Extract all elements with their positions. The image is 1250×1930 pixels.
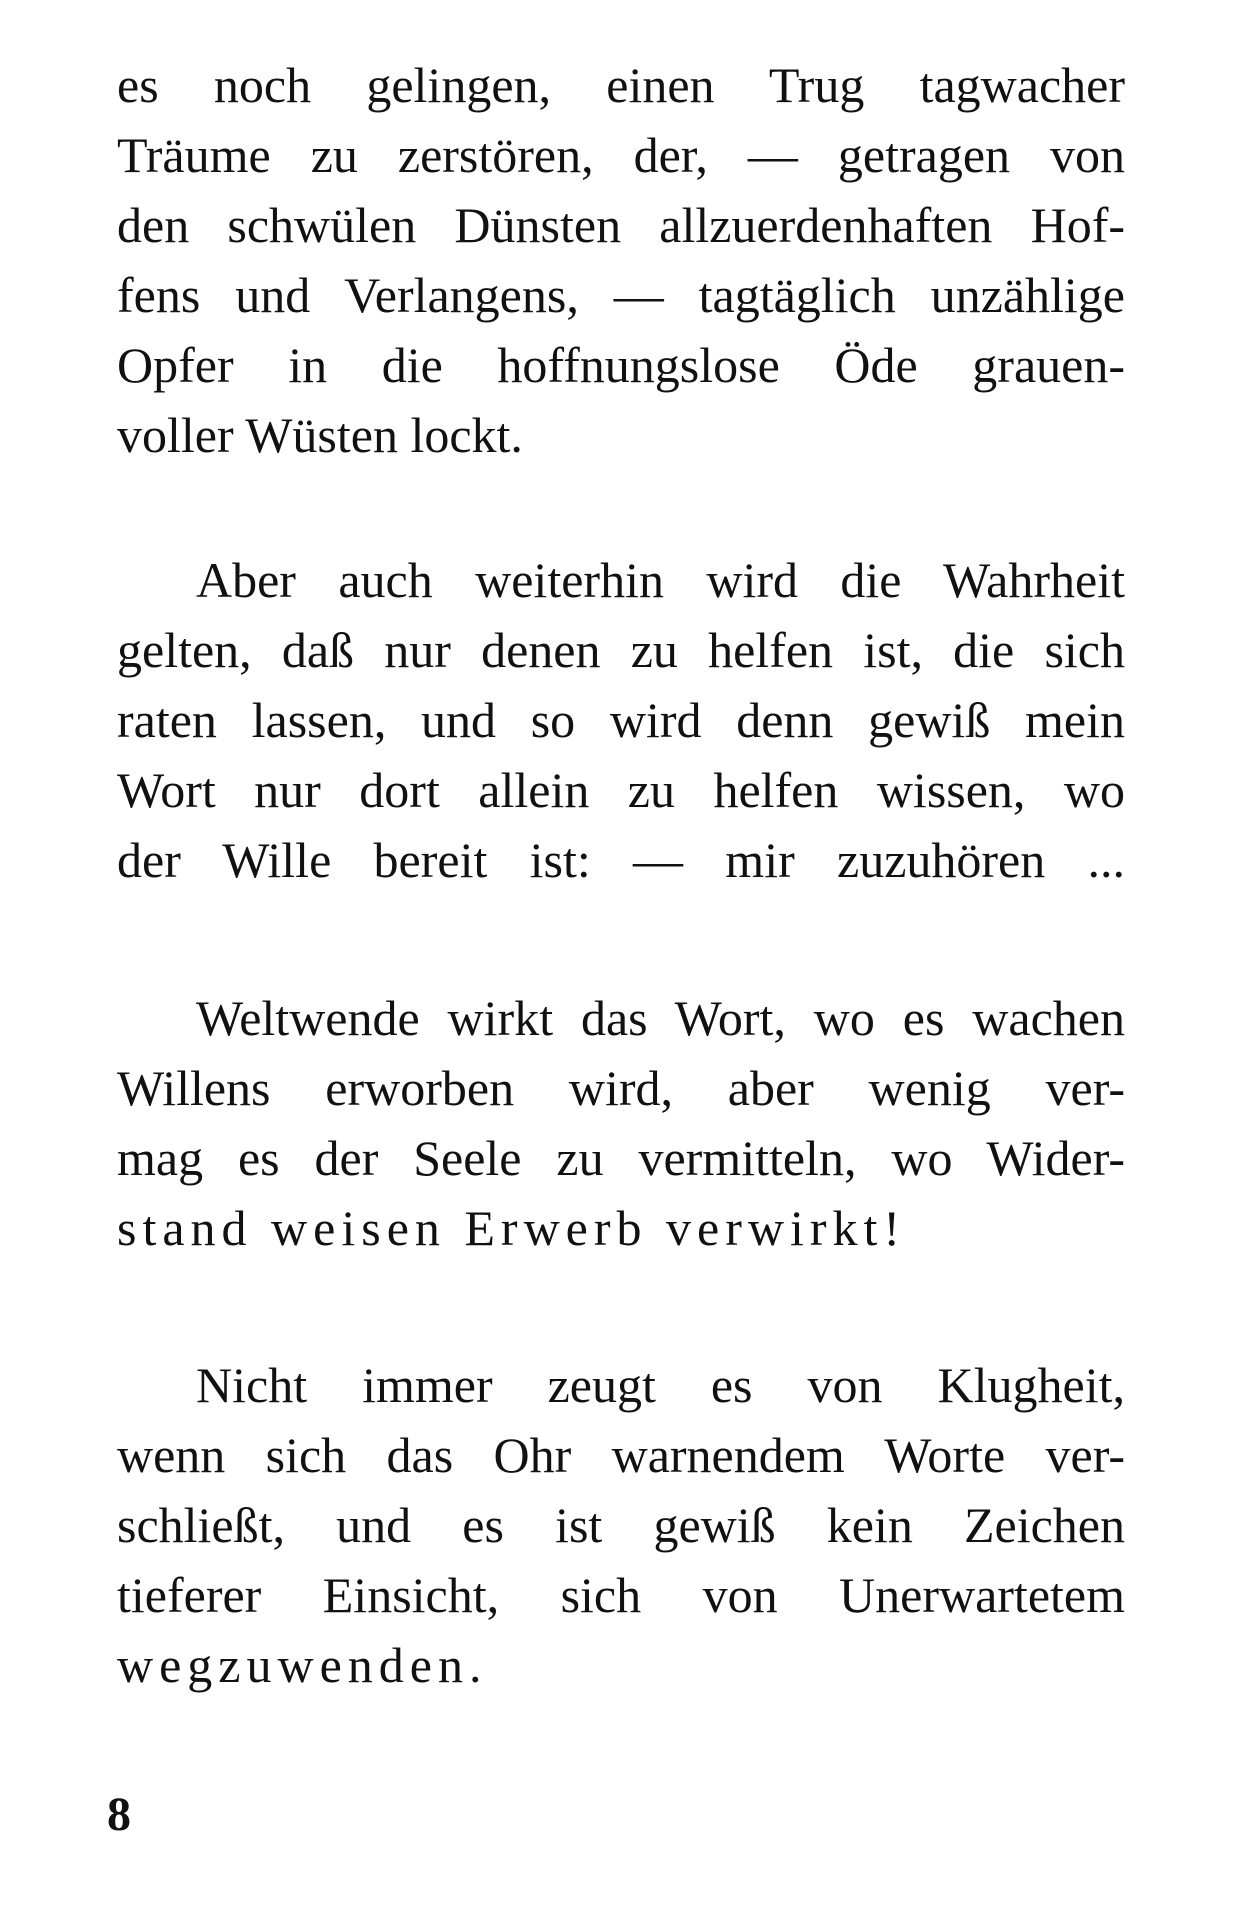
text-line: Aber auch weiterhin wird die Wahrheit bbox=[196, 552, 1125, 608]
text-line: mag es der Seele zu vermitteln, wo Wider- bbox=[117, 1130, 1125, 1186]
text-line: wenn sich das Ohr warnendem Worte ver- bbox=[117, 1427, 1125, 1483]
text-line: schließt, und es ist gewiß kein Zeichen bbox=[117, 1497, 1125, 1553]
text-line: Willens erworben wird, aber wenig ver- bbox=[117, 1060, 1125, 1116]
text-line: Nicht immer zeugt es von Klugheit, bbox=[196, 1357, 1125, 1413]
text-line: voller Wüsten lockt. bbox=[117, 407, 523, 463]
text-line: Opfer in die hoffnungslose Öde grauen- bbox=[117, 337, 1125, 393]
text-line: den schwülen Dünsten allzuerdenhaften Hof- bbox=[117, 197, 1125, 253]
page-number: 8 bbox=[107, 1788, 131, 1841]
text-line: gelten, daß nur denen zu helfen ist, die sich bbox=[117, 622, 1125, 678]
text-line: raten lassen, und so wird denn gewiß mein bbox=[117, 692, 1125, 748]
text-line: der Wille bereit ist: — mir zuzuhören ... bbox=[117, 832, 1125, 888]
text-line: tieferer Einsicht, sich von Unerwartetem bbox=[117, 1567, 1125, 1623]
text-line: es noch gelingen, einen Trug tagwacher bbox=[117, 57, 1125, 113]
text-line: wegzuwenden. bbox=[117, 1637, 488, 1693]
text-line: Wort nur dort allein zu helfen wissen, wo bbox=[117, 762, 1125, 818]
text-line: fens und Verlangens, — tagtäglich unzählige bbox=[117, 267, 1125, 323]
text-line: Träume zu zerstören, der, — getragen von bbox=[117, 127, 1125, 183]
text-line: Weltwende wirkt das Wort, wo es wachen bbox=[196, 990, 1125, 1046]
text-line: stand weisen Erwerb verwirkt! bbox=[117, 1200, 907, 1256]
